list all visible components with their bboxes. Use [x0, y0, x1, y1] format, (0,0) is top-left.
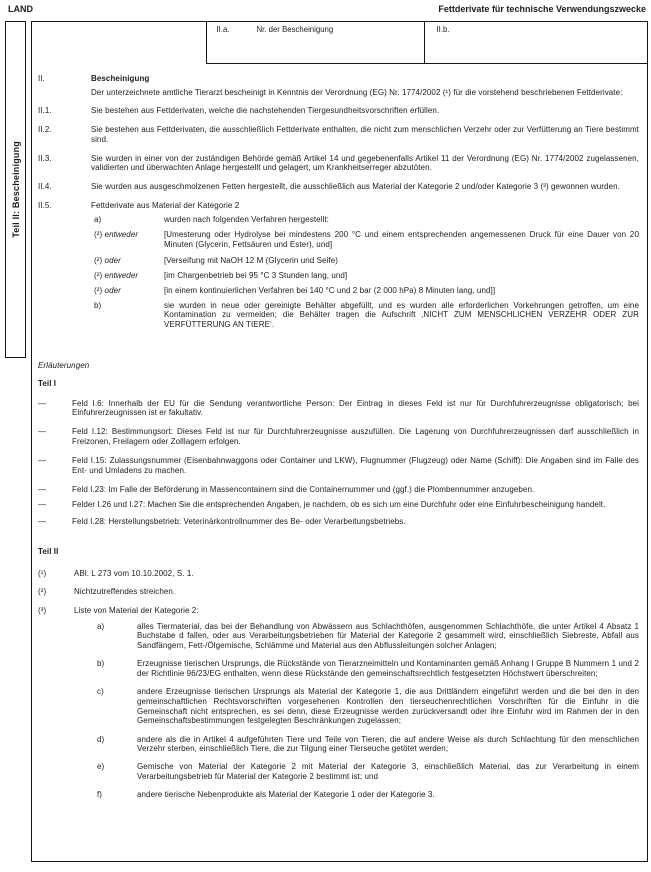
part2-heading: Teil II — [38, 546, 59, 556]
item-ii1-text: Sie bestehen aus Fettderivaten, welche die nachstehenden Tiergesundheitsvorschriften erfüllen. — [91, 106, 440, 116]
certificate-body — [31, 21, 648, 862]
process-4-sup: (²) — [94, 285, 103, 295]
document-title: Fettderivate für technische Verwendungszwecke — [438, 4, 646, 14]
dash: — — [38, 517, 47, 527]
note-fields-i26-i27-text: Felder I.26 und I.27: Machen Sie die entsprechenden Angaben, je nachdem, ob es sich um eine Durchfuhr oder eine Einfuhrbescheinigung handelt. — [72, 500, 606, 510]
category-item-d — [97, 735, 639, 754]
item-ii2-num: II.2. — [38, 125, 52, 135]
process-3-sup: (²) — [94, 271, 103, 281]
dash: — — [38, 500, 47, 510]
section-ii-heading — [38, 74, 639, 84]
category-item-d-label: d) — [97, 734, 105, 744]
process-option-2 — [94, 256, 639, 266]
process-3-word: entweder — [104, 271, 139, 281]
note-fields-i26-i27 — [38, 500, 639, 510]
section-ii-intro — [38, 88, 639, 98]
item-ii2-text: Sie bestehen aus Fettderivaten, die ausschließlich Fettderivate enthalten, die nicht zum menschlichen Verzehr oder zur Verfütterung an Tiere bestimmt sind. — [91, 125, 639, 144]
part1-heading: Teil I — [38, 379, 57, 389]
note-field-i6 — [38, 399, 639, 418]
section-ii-intro-text: Der unterzeichnete amtliche Tierarzt bescheinigt in Kenntnis der Verordnung (EG) Nr. 1774/2002 (¹) für die vorstehend beschriebenen Fettderivate: — [91, 87, 623, 97]
process-4-word: oder — [104, 285, 121, 295]
item-ii5-text: Fettderivate aus Material der Kategorie 2 — [91, 200, 240, 210]
note-field-i12 — [38, 427, 639, 446]
note-field-i15-text: Feld I.15: Zulassungsnummer (Eisenbahnwaggons oder Container und LKW), Flugnummer (Flugzeug) oder Name (Schiff): Die Angaben sind im Falle des Ent- und Umladens zu machen. — [72, 456, 639, 476]
dash: — — [38, 427, 47, 437]
category-item-b — [97, 659, 639, 678]
notes-heading: Erläuterungen — [38, 360, 90, 370]
certificate-text — [32, 74, 647, 800]
process-2-word: oder — [104, 256, 121, 266]
category-item-e — [97, 762, 639, 781]
item-ii3 — [38, 154, 639, 173]
category-item-b-label: b) — [97, 659, 105, 669]
item-ii5b-text: sie wurden in neue oder gereinigte Behälter abgefüllt, und es wurden alle erforderlichen Vorkehrungen getroffen, um eine Kontamination zu vermeiden; die Behälter tragen die Aufschrift ‚NICHT ZUM MENSCHLICHEN VERZEHR ODER ZUR VERFÜTTERUNG AN TIERE‘. — [164, 300, 639, 329]
footnote-2-text: Nichtzutreffendes streichen. — [74, 587, 176, 597]
dash: — — [38, 485, 47, 495]
dash: — — [38, 456, 47, 466]
process-1-word: entweder — [104, 230, 139, 240]
category-item-c — [97, 687, 639, 726]
category-item-a-text: alles Tiermaterial, das bei der Behandlung von Abwässern aus Schlachthöfen, ausgenommen Schlachthöfe, die unter Artikel 4 Absatz 1 Buchstabe d fallen, oder aus Verarbeitungsbetrieben für Material der Kategorie 2 gesammelt wird, einschließlich Siebreste, Abfall aus Sandfängern, Fett-/Ölgemische, Schlämme und Material aus den Abflussleitungen solcher Anlagen; — [137, 621, 639, 651]
item-ii1-num: II.1. — [38, 106, 52, 116]
process-option-3 — [94, 271, 639, 281]
section-ii-num: II. — [38, 74, 45, 83]
category-item-e-label: e) — [97, 762, 105, 772]
footnote-1-text: ABl. L 273 vom 10.10.2002, S. 1. — [74, 568, 194, 578]
footnote-2 — [38, 587, 639, 597]
footnote-2-num: (²) — [38, 587, 47, 597]
process-4-text: [in einem kontinuierlichen Verfahren bei 140 °C und 2 bar (2 000 hPa) 8 Minuten lang, und]] — [164, 285, 496, 295]
footnote-1-num: (¹) — [38, 568, 47, 578]
category-item-c-label: c) — [97, 687, 104, 697]
footnote-3 — [38, 606, 639, 616]
category-item-a-label: a) — [97, 621, 105, 631]
item-ii5b-label: b) — [94, 300, 102, 310]
category-item-f-text: andere tierische Nebenprodukte als Material der Kategorie 1 oder der Kategorie 3. — [137, 790, 435, 800]
item-ii5a-text: wurden nach folgenden Verfahren hergestellt: — [164, 215, 329, 225]
category-item-e-text: Gemische von Material der Kategorie 2 mit Material der Kategorie 3, einschließlich Material, das zur Verarbeitung in einem Verarbeitungsbetrieb für Material der Kategorie 2 bestimmt ist; und — [137, 762, 639, 782]
cert-iia-title: Nr. der Bescheinigung — [256, 25, 334, 34]
item-ii4 — [38, 182, 639, 192]
process-2-text: [Verseifung mit NaOH 12 M (Glycerin und Seife) — [164, 256, 338, 266]
note-field-i23 — [38, 485, 639, 495]
cert-iia-label: II.a. — [216, 25, 230, 34]
note-field-i28 — [38, 517, 639, 527]
item-ii4-num: II.4. — [38, 181, 52, 191]
item-ii5a — [94, 215, 639, 225]
process-2-sup: (²) — [94, 256, 103, 266]
item-ii1 — [38, 106, 639, 116]
note-field-i28-text: Feld I.28: Herstellungsbetrieb: Veterinärkontrollnummer des Be- oder Verarbeitungsbetriebs. — [72, 517, 406, 527]
dash: — — [38, 398, 47, 408]
item-ii5b — [94, 301, 639, 330]
item-ii5-num: II.5. — [38, 200, 52, 210]
category-item-f — [97, 790, 639, 800]
category-item-a — [97, 622, 639, 651]
category-item-c-text: andere Erzeugnisse tierischen Ursprungs als Material der Kategorie 1, die aus Drittländern eingeführt werden und die bei den in den gemeinschaftlichen Rechtsvorschriften vorgesehenen Kontrollen den tierseuchenrechtlichen Vorschriften für die Einfuhr in die Gemeinschaft nicht entsprechen, es sei denn, diese Erzeugnisse werden zurückversandt oder ihre Einfuhr wird im Rahmen der in den Gemeinschaftsbestimmungen festgelegten Beschränkungen zugelassen; — [137, 687, 639, 726]
process-option-4 — [94, 286, 639, 296]
item-ii5 — [38, 201, 639, 211]
cert-field-iia[interactable] — [207, 22, 425, 63]
part2-sidebar-label: Teil II: Bescheinigung — [10, 141, 21, 238]
section-ii-title: Bescheinigung — [91, 74, 150, 83]
item-ii5a-label: a) — [94, 215, 102, 225]
item-ii4-text: Sie wurden aus ausgeschmolzenen Fetten hergestellt, die ausschließlich aus Material der Kategorie 2 und/oder Kategorie 3 (³) gewonnen wurden. — [91, 181, 620, 191]
cert-field-iib[interactable] — [425, 22, 648, 63]
footnote-1 — [38, 569, 639, 579]
footnote-3-text: Liste von Material der Kategorie 2: — [74, 606, 199, 615]
note-field-i23-text: Feld I.23: Im Falle der Beförderung in Massencontainern sind die Containernummer und (ggf.) die Plombennummer anzugeben. — [72, 485, 535, 495]
note-field-i12-text: Feld I.12: Bestimmungsort: Dieses Feld ist nur für Durchfuhrerzeugnisse auszufüllen. Die Lagerung von Durchfuhrerzeugnissen darf ausschließlich in Freizonen, Freilagern oder Zolllagern erfolgen. — [72, 427, 639, 447]
cert-number-box — [206, 22, 648, 64]
part2-sidebar — [5, 21, 26, 358]
note-field-i15 — [38, 456, 639, 475]
category-item-b-text: Erzeugnisse tierischen Ursprungs, die Rückstände von Tierarzneimitteln und Kontaminanten gemäß Anhang I Gruppe B Nummern 1 und 2 der Richtlinie 96/23/EG enthalten, wenn diese Rückstände den gemeinschaftsrechtlich festgesetzten Höchstwert überschreiten; — [137, 659, 639, 679]
item-ii3-text: Sie wurden in einer von der zuständigen Behörde gemäß Artikel 14 und gegebenenfalls Artikel 11 der Verordnung (EG) Nr. 1774/2002 zugelassenen, validierten und überwachten Anlage hergestellt und gelagert, um Krankheitserreger abzutöten. — [91, 153, 639, 173]
process-1-text: [Umesterung oder Hydrolyse bei mindestens 200 °C und einem entsprechenden angemessenen Druck für eine Dauer von 20 Minuten (Glycerin, Fettsäuren und Ester), und] — [164, 230, 639, 249]
item-ii2 — [38, 125, 639, 144]
note-field-i6-text: Feld I.6: Innerhalb der EU für die Sendung verantwortliche Person: Der Eintrag in dieses Feld ist nur für Durchfuhrerzeugnisse obligatorisch; bei Einfuhrerzeugnissen ist er fakultativ. — [72, 398, 639, 418]
category-item-f-label: f) — [97, 790, 103, 800]
footnote-3-num: (³) — [38, 606, 47, 615]
cert-iib-label: II.b. — [436, 25, 450, 34]
category-item-d-text: andere als die in Artikel 4 aufgeführten Tiere und Teile von Tieren, die auf andere Weise als durch Schlachtung für den menschlichen Verzehr sterben, einschließlich Tiere, die zur Tilgung einer Tierseuche getötet werden; — [137, 734, 639, 754]
process-3-text: [im Chargenbetrieb bei 95 °C 3 Stunden lang, und] — [164, 271, 348, 281]
process-1-sup: (²) — [94, 230, 103, 240]
land-label: LAND — [8, 4, 33, 14]
process-option-1 — [94, 230, 639, 249]
item-ii3-num: II.3. — [38, 153, 52, 163]
